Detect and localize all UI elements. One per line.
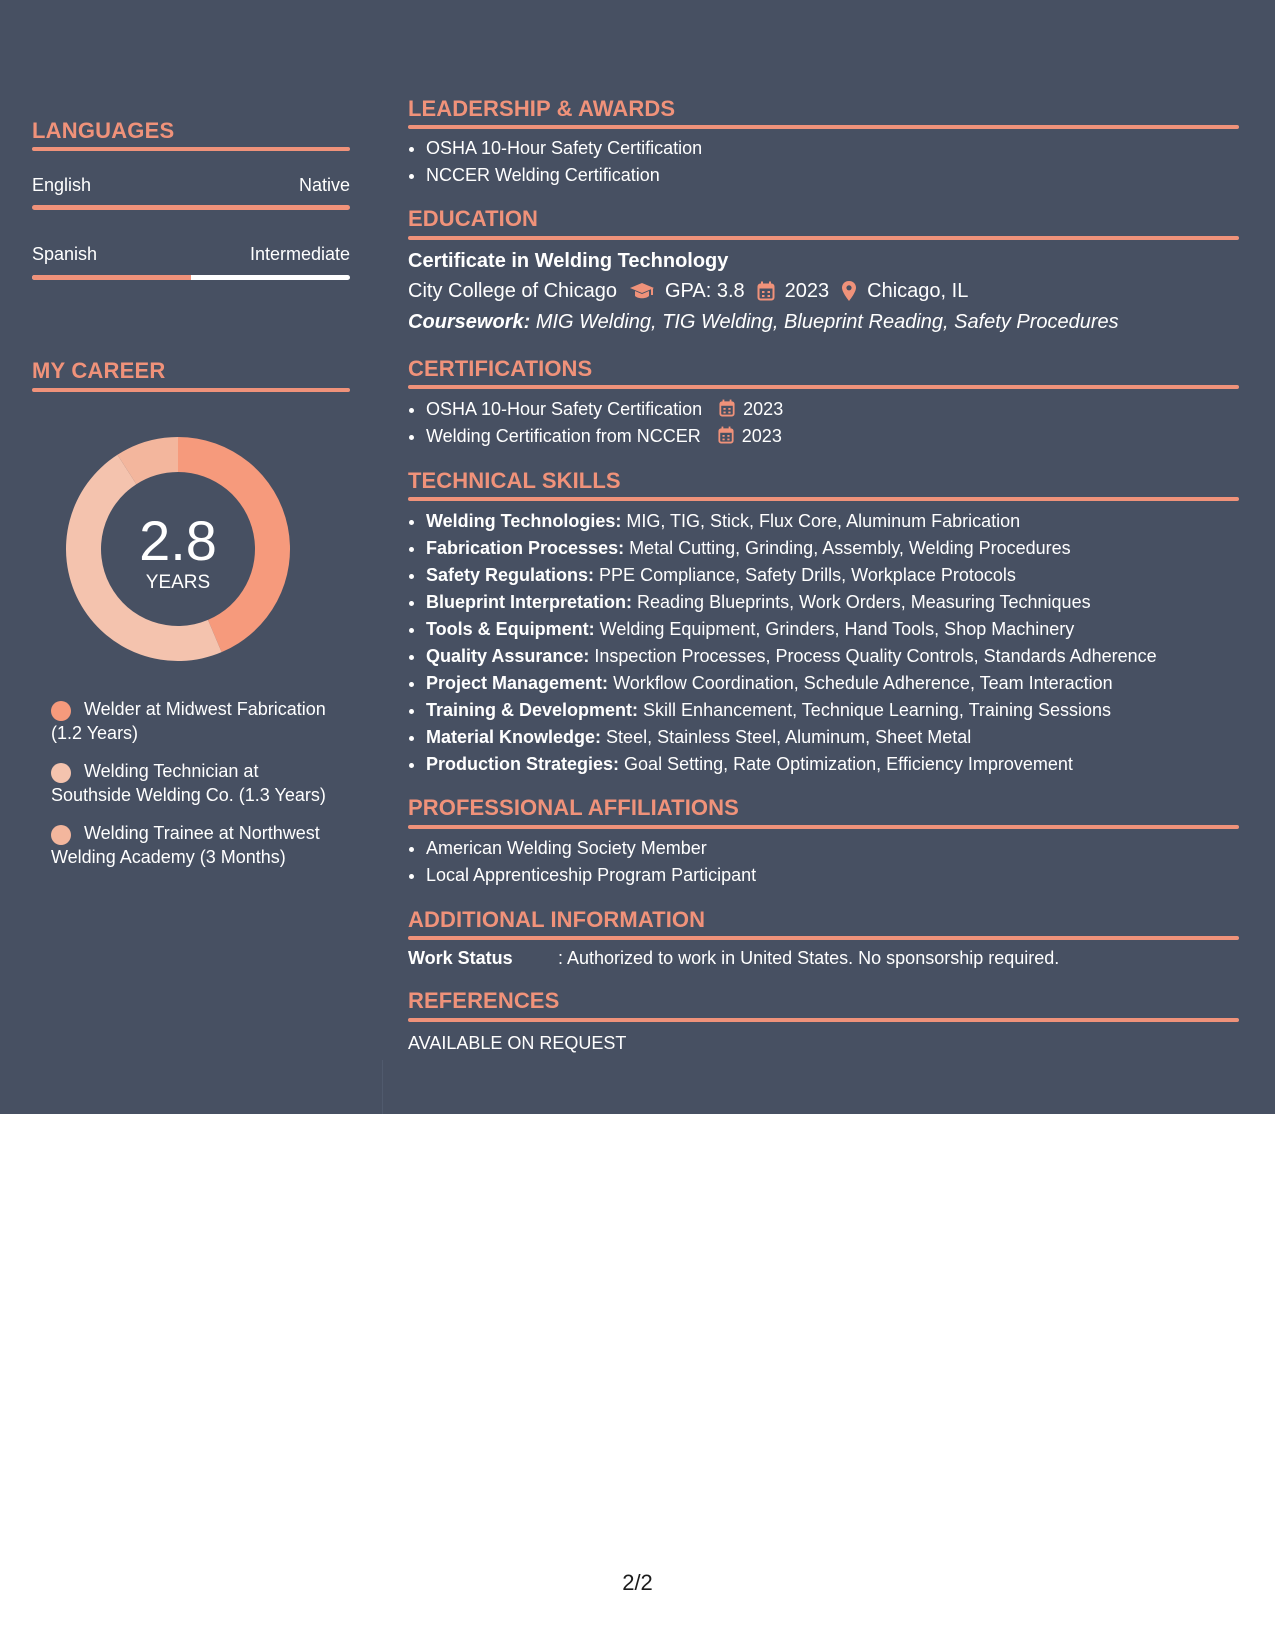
work-status-label: Work Status: [408, 948, 513, 968]
education-meta: [408, 279, 968, 303]
career-total-value: 2.8: [139, 509, 217, 572]
language-name: Spanish: [32, 244, 98, 264]
certification-year: 2023: [741, 426, 782, 446]
skill-value: MIG, TIG, Stick, Flux Core, Aluminum Fabrication: [626, 511, 1021, 531]
skills-list: [408, 508, 1246, 778]
legend-text: Welding Trainee at Northwest Welding Academy (3 Months): [51, 823, 320, 867]
list-item: [426, 751, 1246, 778]
legend-text: Welder at Midwest Fabrication (1.2 Years): [51, 699, 326, 743]
certification-year: 2023: [743, 399, 784, 419]
skill-value: Goal Setting, Rate Optimization, Efficiency Improvement: [624, 754, 1073, 774]
career-rule: [32, 388, 350, 392]
calendar-icon: [718, 426, 734, 444]
certification-name: Welding Certification from NCCER: [426, 426, 701, 446]
skill-value: Skill Enhancement, Technique Learning, Training Sessions: [643, 700, 1112, 720]
legend-dot-icon: [51, 701, 71, 721]
career-donut-chart: [66, 437, 290, 661]
list-item: • OSHA 10-Hour Safety Certification: [426, 135, 1246, 162]
education-heading: EDUCATION: [408, 206, 539, 231]
calendar-icon: [757, 281, 775, 301]
skill-label: Quality Assurance:: [426, 646, 590, 666]
references-rule: [408, 1018, 1239, 1022]
skills-rule: [408, 497, 1239, 501]
affiliations-heading: PROFESSIONAL AFFILIATIONS: [408, 795, 739, 820]
list-item: • NCCER Welding Certification: [426, 162, 1246, 189]
coursework-label: Coursework:: [408, 311, 531, 333]
list-item: [426, 697, 1246, 724]
skill-value: Workflow Coordination, Schedule Adherence, Team Interaction: [613, 673, 1113, 693]
career-legend-item: [51, 759, 341, 807]
career-legend-item: [51, 697, 341, 745]
career-heading: MY CAREER: [32, 358, 166, 383]
leadership-heading: LEADERSHIP & AWARDS: [408, 96, 676, 121]
additional-heading: ADDITIONAL INFORMATION: [408, 907, 706, 932]
skill-value: Steel, Stainless Steel, Aluminum, Sheet Metal: [606, 727, 972, 747]
skill-value: Reading Blueprints, Work Orders, Measuring Techniques: [637, 592, 1091, 612]
language-level: Intermediate: [249, 244, 350, 264]
affiliations-rule: [408, 825, 1239, 829]
skill-value: Inspection Processes, Process Quality Controls, Standards Adherence: [594, 646, 1157, 666]
education-degree: Certificate in Welding Technology: [408, 250, 729, 272]
skill-label: Material Knowledge:: [426, 727, 602, 747]
language-bar-english: [32, 205, 350, 210]
graduation-cap-icon: [629, 281, 655, 301]
legend-dot-icon: [51, 763, 71, 783]
list-item: [426, 670, 1246, 697]
map-pin-icon: [841, 280, 857, 302]
career-legend: [51, 697, 341, 883]
skill-value: Welding Equipment, Grinders, Hand Tools, Shop Machinery: [599, 619, 1075, 639]
education-year: 2023: [784, 280, 830, 302]
skill-label: Production Strategies:: [426, 754, 620, 774]
language-bar-fill: [32, 275, 191, 280]
certifications-rule: [408, 385, 1239, 389]
calendar-icon: [719, 399, 735, 417]
education-coursework: [408, 310, 1119, 334]
page-number: 2/2: [622, 1570, 653, 1595]
skill-label: Training & Development:: [426, 700, 639, 720]
list-item: [426, 643, 1246, 670]
skill-label: Fabrication Processes:: [426, 538, 625, 558]
languages-rule: [32, 147, 350, 151]
certification-name: OSHA 10-Hour Safety Certification: [426, 399, 703, 419]
work-status-value: : Authorized to work in United States. No sponsorship required.: [558, 948, 1060, 968]
list-item: [426, 535, 1246, 562]
career-legend-item: [51, 821, 341, 869]
education-gpa: GPA: 3.8: [665, 280, 745, 302]
list-item: [426, 508, 1246, 535]
language-row-spanish: [32, 243, 350, 265]
additional-rule: [408, 936, 1239, 940]
coursework-value: MIG Welding, TIG Welding, Blueprint Reading, Safety Procedures: [535, 311, 1119, 333]
list-item: [426, 616, 1246, 643]
leadership-list: [408, 135, 1246, 189]
skill-label: Safety Regulations:: [426, 565, 595, 585]
skill-label: Project Management:: [426, 673, 609, 693]
language-bar-fill: [32, 205, 350, 210]
legend-text: Welding Technician at Southside Welding Co. (1.3 Years): [51, 761, 326, 805]
work-status-row: [408, 947, 1059, 969]
leadership-rule: [408, 125, 1239, 129]
list-item: [426, 562, 1246, 589]
certifications-list: [408, 396, 1246, 450]
references-heading: REFERENCES: [408, 988, 560, 1013]
list-item: [426, 423, 1246, 450]
language-bar-spanish: [32, 275, 350, 280]
certifications-heading: CERTIFICATIONS: [408, 356, 593, 381]
language-level: Native: [298, 175, 350, 195]
list-item: [426, 589, 1246, 616]
education-location: Chicago, IL: [867, 280, 969, 302]
skills-heading: TECHNICAL SKILLS: [408, 468, 621, 493]
skill-label: Welding Technologies:: [426, 511, 622, 531]
skill-label: Tools & Equipment:: [426, 619, 595, 639]
language-row-english: [32, 174, 350, 196]
list-item: • American Welding Society Member: [426, 835, 1246, 862]
column-divider: [382, 1060, 383, 1114]
education-school: City College of Chicago: [408, 280, 617, 302]
affiliations-list: [408, 835, 1246, 889]
language-name: English: [32, 175, 92, 195]
list-item: • Local Apprenticeship Program Participant: [426, 862, 1246, 889]
list-item: [426, 724, 1246, 751]
legend-dot-icon: [51, 825, 71, 845]
languages-heading: LANGUAGES: [32, 118, 175, 143]
skill-label: Blueprint Interpretation:: [426, 592, 632, 612]
skill-value: PPE Compliance, Safety Drills, Workplace Protocols: [599, 565, 1016, 585]
list-item: [426, 396, 1246, 423]
skill-value: Metal Cutting, Grinding, Assembly, Welding Procedures: [629, 538, 1071, 558]
career-total-unit: YEARS: [145, 572, 211, 593]
education-rule: [408, 236, 1239, 240]
references-text: AVAILABLE ON REQUEST: [408, 1033, 627, 1053]
